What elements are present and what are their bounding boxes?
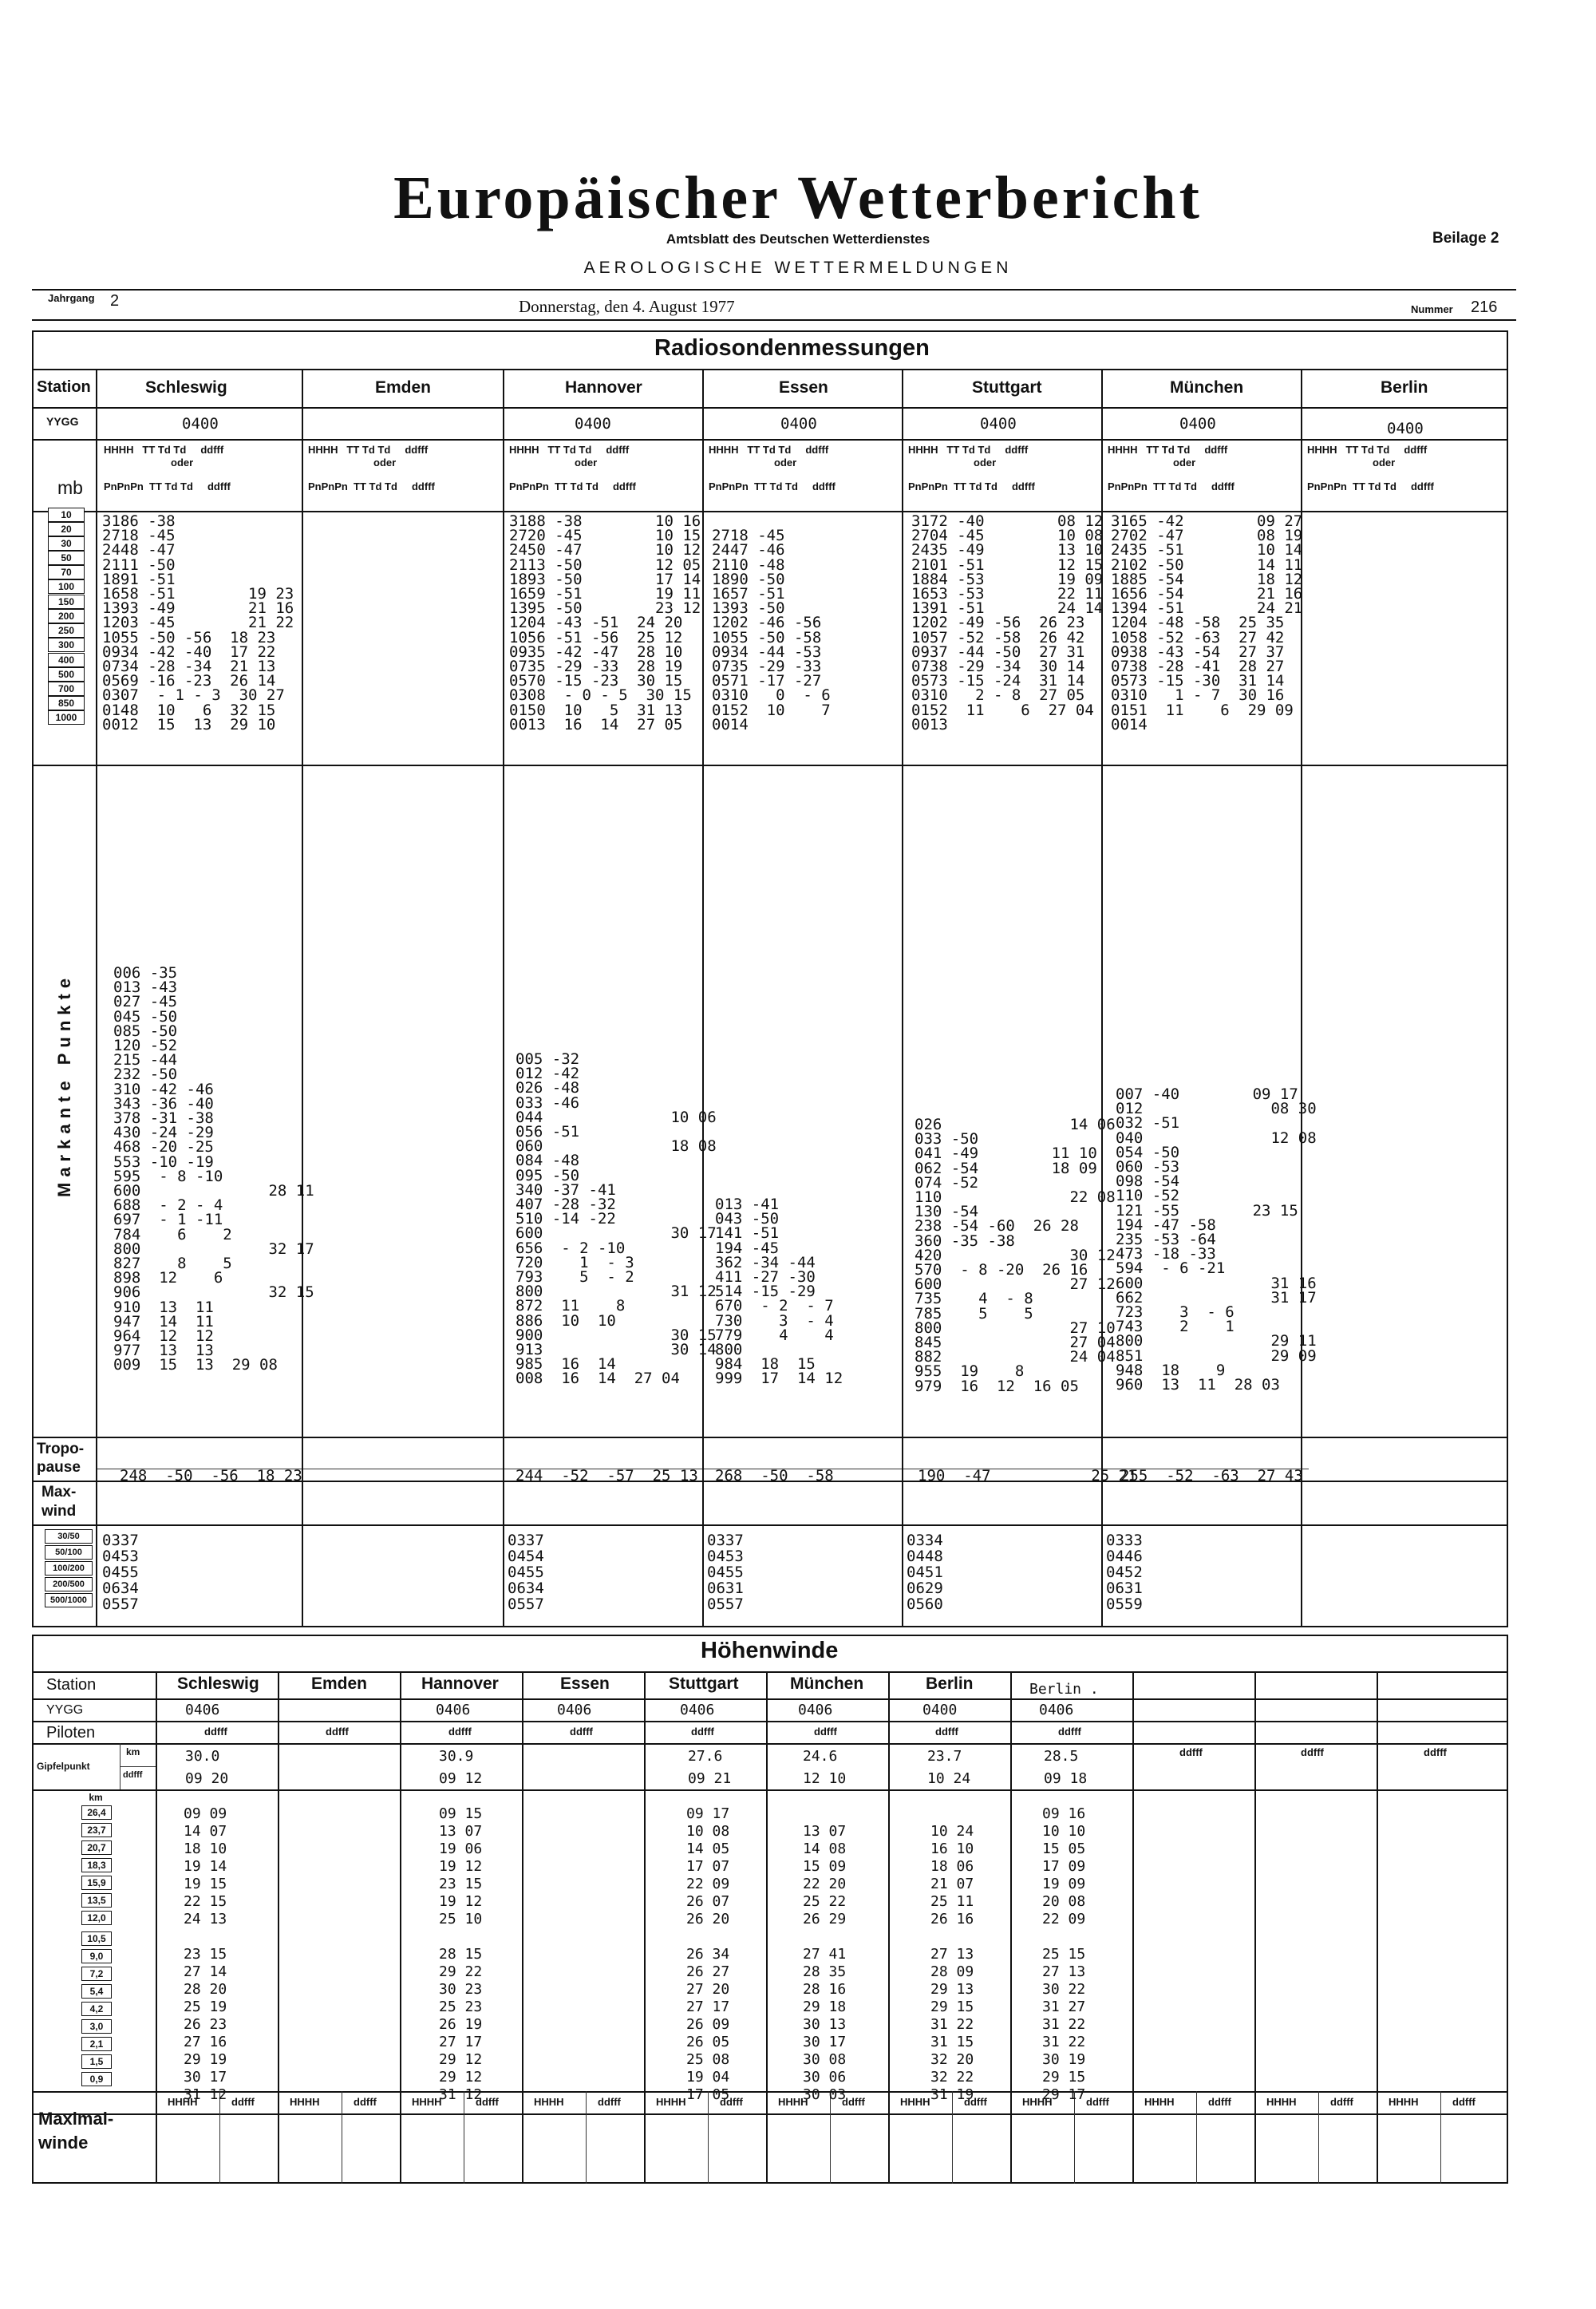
gipfel-km-hannover: 30.9 [439,1748,474,1765]
hw-station-schleswig: Schleswig [177,1674,259,1693]
mx-ddfff: ddfff [1330,2096,1353,2108]
hw-station-muenchen: München [790,1674,864,1693]
gipfel-dd-hannover: 09 12 [439,1770,483,1787]
mb-level: 500 [48,667,85,682]
mp-stuttgart: 026 14 06 033 -50 041 -49 11 10 062 -54 18 09 074 -52 110 22 08 130 -54 238 -54 -60 26 28 360 -35 -38 420 30 12 570 - 8 -20 26 16 600 27 12 735 4 - 8 785 5 5 800 27 10 845 27 04 882 24 04 955 19 8 979 16 12 16 05 [915,1116,1116,1395]
yygg-muenchen: 0400 [1179,415,1216,433]
hw-yygg-schleswig: 0406 [185,1702,220,1718]
hw-station-label: Station [46,1676,97,1694]
shear-essen: 0337 0453 0455 0631 0557 [707,1532,744,1613]
colhdr-5b: PnPnPn TT Td Td ddfff [908,480,1035,492]
mb-level: 200 [48,609,85,623]
hw-ddfff-hdr: ddfff [1424,1746,1447,1758]
hw-col-muenchen: 13 07 14 08 15 09 22 20 25 22 26 29 27 41 28 35 28 16 29 18 30 13 30 17 30 08 30 06 30 03 [803,1823,847,2103]
colhdr-2b: PnPnPn TT Td Td ddfff [308,480,435,492]
mx-hhhh: HHHH [1144,2096,1175,2108]
page-subtitle: Amtsblatt des Deutschen Wetterdienstes [666,231,930,247]
std-stuttgart: 3172 -40 08 12 2704 -45 10 08 2435 -49 13 10 2101 -51 12 15 1884 -53 19 09 1653 -53 22 11 1391 -51 24 14 1202 -49 -56 26 23 1057 -52 -58 26 42 0937 -44 -50 27 31 0738 -29 -34 30 14 0573 -15 -24 31 14 0310 2 - 8 27 05 0152 11 6 27 04 0013 [911,512,1104,733]
gipfel-dd-berlin-2: 09 18 [1044,1770,1088,1787]
beilage-label: Beilage 2 [1432,230,1499,247]
km-level: 5,4 [81,1984,112,1999]
shear-level: 100/200 [45,1561,93,1576]
colhdr-6b: PnPnPn TT Td Td ddfff [1108,480,1235,492]
hw-station-essen: Essen [560,1674,610,1693]
km-level: 15,9 [81,1876,112,1890]
colhdr-3-oder: oder [575,457,598,469]
colhdr-2: HHHH TT Td Td ddfff [308,444,429,456]
km-level: 3,0 [81,2019,112,2034]
station-stuttgart: Stuttgart [972,378,1042,397]
hw-col-berlin-2: 09 16 10 10 15 05 17 09 19 09 20 08 22 09 25 15 27 13 30 22 31 27 31 22 31 22 30 19 29 15 29 17 [1042,1805,1086,2103]
page-title: Europäischer Wetterbericht [393,164,1203,231]
colhdr-7b: PnPnPn TT Td Td ddfff [1307,480,1434,492]
hw-col-schleswig: 09 09 14 07 18 10 19 14 19 15 22 15 24 13 23 15 27 14 28 20 25 19 26 23 27 16 29 19 30 17 31 12 [184,1805,227,2103]
shear-hannover: 0337 0454 0455 0634 0557 [508,1532,544,1613]
km-level: 26,4 [81,1805,112,1820]
station-emden: Emden [375,378,432,397]
mx-ddfff: ddfff [1452,2096,1476,2108]
hw-yygg-stuttgart: 0406 [680,1702,715,1718]
hw-col-hannover: 09 15 13 07 19 06 19 12 23 15 19 12 25 10 28 15 29 22 30 23 25 23 26 19 27 17 29 12 29 12 31 12 [439,1805,483,2103]
std-essen: 2718 -45 2447 -46 2110 -48 1890 -50 1657 -51 1393 -50 1202 -46 -56 1055 -50 -58 0934 -44 -53 0735 -29 -33 0571 -17 -27 0310 0 - 6 0152 10 7 0014 [712,527,831,733]
hw-ddfff-hdr: ddfff [204,1726,227,1738]
std-schleswig: 3186 -38 2718 -45 2448 -47 2111 -50 1891 -51 1658 -51 19 23 1393 -49 21 16 1203 -45 21 22 1055 -50 -56 18 23 0934 -42 -40 17 22 0734 -28 -34 21 13 0569 -16 -23 26 14 0307 - 1 - 3 30 27 0148 10 6 32 15 0012 15 13 29 10 [102,512,294,733]
hw-gipfel-km-label: km [126,1746,140,1757]
mp-essen: 013 -41 043 -50 141 -51 194 -45 362 -34 -44 411 -27 -30 514 -15 -29 670 - 2 - 7 730 3 - 4 779 4 4 800 984 18 15 999 17 14 12 [715,1196,843,1388]
colhdr-4-oder: oder [774,457,797,469]
nummer-label: Nummer [1411,303,1453,315]
gipfel-dd-stuttgart: 09 21 [688,1770,732,1787]
markante-punkte-label: Markante Punkte [54,972,74,1197]
hw-yygg-essen: 0406 [557,1702,592,1718]
mx-hhhh: HHHH [778,2096,808,2108]
colhdr-1: HHHH TT Td Td ddfff [104,444,224,456]
mx-hhhh: HHHH [656,2096,686,2108]
hw-station-berlin-2: Berlin . [1029,1681,1099,1698]
km-unit: km [81,1791,110,1804]
hw-station-stuttgart: Stuttgart [669,1674,739,1693]
shear-level: 30/50 [45,1529,93,1544]
km-level: 18,3 [81,1858,112,1872]
hw-ddfff-hdr: ddfff [691,1726,714,1738]
hw-yygg-hannover: 0406 [436,1702,471,1718]
mb-level: 400 [48,653,85,667]
shear-level: 500/1000 [45,1593,93,1607]
gipfel-km-berlin-2: 28.5 [1044,1748,1079,1765]
km-level: 23,7 [81,1823,112,1837]
mb-level: 700 [48,682,85,696]
hw-station-emden: Emden [311,1674,368,1693]
mx-ddfff: ddfff [354,2096,377,2108]
hw-yygg-label: YYGG [46,1703,84,1717]
hw-ddfff-hdr: ddfff [1301,1746,1324,1758]
mx-hhhh: HHHH [290,2096,320,2108]
hw-ddfff-hdr: ddfff [814,1726,837,1738]
station-hannover: Hannover [565,378,642,397]
mx-hhhh: HHHH [1389,2096,1419,2108]
gipfel-km-berlin: 23.7 [927,1748,962,1765]
hw-ddfff-hdr: ddfff [1179,1746,1203,1758]
hw-yygg-muenchen: 0406 [798,1702,833,1718]
mb-level: 50 [48,551,85,565]
shear-level: 50/100 [45,1545,93,1560]
colhdr-1-oder: oder [171,457,194,469]
gipfel-dd-schleswig: 09 20 [185,1770,229,1787]
station-muenchen: München [1170,378,1244,397]
hw-ddfff-hdr: ddfff [570,1726,593,1738]
mx-ddfff: ddfff [842,2096,865,2108]
std-hannover: 3188 -38 10 16 2720 -45 10 15 2450 -47 10 12 2113 -50 12 05 1893 -50 17 14 1659 -51 19 11 1395 -50 23 12 1204 -43 -51 24 20 1056 -51 -56 25 12 0935 -42 -47 28 10 0735 -29 -33 28 19 0570 -15 -23 30 15 0308 - 0 - 5 30 15 0150 10 5 31 13 0013 16 14 27 05 [509,512,701,733]
yygg-berlin: 0400 [1387,420,1424,437]
mx-hhhh: HHHH [168,2096,198,2108]
colhdr-5: HHHH TT Td Td ddfff [908,444,1029,456]
maxwind-label: Max-wind [41,1484,77,1520]
km-level: 2,1 [81,2037,112,2051]
mb-level: 850 [48,696,85,710]
colhdr-3: HHHH TT Td Td ddfff [509,444,630,456]
gipfel-dd-berlin: 10 24 [927,1770,971,1787]
section-title: AEROLOGISCHE WETTERMELDUNGEN [583,259,1013,277]
colhdr-4b: PnPnPn TT Td Td ddfff [709,480,836,492]
shear-level: 200/500 [45,1577,93,1591]
mb-level: 150 [48,595,85,609]
km-level: 13,5 [81,1893,112,1908]
hw-gipfel-label: Gipfelpunkt [37,1761,90,1772]
km-level: 10,5 [81,1931,112,1946]
colhdr-5-oder: oder [974,457,997,469]
mb-level: 70 [48,565,85,579]
mx-ddfff: ddfff [231,2096,255,2108]
km-level: 1,5 [81,2054,112,2069]
hw-ddfff-hdr: ddfff [448,1726,472,1738]
colhdr-3b: PnPnPn TT Td Td ddfff [509,480,636,492]
mx-ddfff: ddfff [720,2096,743,2108]
std-muenchen: 3165 -42 09 27 2702 -47 08 19 2435 -51 10 14 2102 -50 14 11 1885 -54 18 12 1656 -54 21 16 1394 -51 24 21 1204 -48 -58 25 35 1058 -52 -63 27 42 0938 -43 -54 27 37 0738 -28 -41 28 27 0573 -15 -30 31 14 0310 1 - 7 30 16 0151 11 6 29 09 0014 [1111,512,1303,733]
yygg-essen: 0400 [780,415,817,433]
mb-level: 10 [48,508,85,522]
mb-level: 250 [48,623,85,638]
hw-yygg-berlin: 0400 [922,1702,958,1718]
mp-muenchen: 007 -40 09 17 012 08 30 032 -51 040 12 08 054 -50 060 -53 098 -54 110 -52 121 -55 23 15 194 -47 -58 235 -53 -64 473 -18 -33 594 - 6 -21 600 31 16 662 31 17 723 3 - 6 743 2 1 800 29 11 851 29 09 948 18 9 960 13 11 28 03 [1116,1085,1317,1394]
jahrgang-label: Jahrgang [48,292,95,304]
hoehenwinde-title: Höhenwinde [701,1638,839,1663]
colhdr-7: HHHH TT Td Td ddfff [1307,444,1428,456]
yygg-schleswig: 0400 [182,415,219,433]
mx-hhhh: HHHH [1022,2096,1053,2108]
tropo-stuttgart: 190 -47 25 21 [918,1467,1137,1485]
hw-station-berlin: Berlin [926,1674,974,1693]
hw-piloten-label: Piloten [46,1724,96,1742]
mb-level: 300 [48,638,85,652]
mp-hannover: 005 -32 012 -42 026 -48 033 -46 044 10 06 056 -51 060 18 08 084 -48 095 -50 340 -37 -41 407 -28 -32 510 -14 -22 600 30 17 656 - 2 -10 720 1 - 3 793 5 - 2 800 31 12 872 11 8 886 10 10 900 30 15 913 30 14 985 16 14 008 16 14 27 04 [516,1050,717,1388]
station-berlin: Berlin [1381,378,1428,397]
mb-level: 100 [48,579,85,594]
km-level: 20,7 [81,1840,112,1855]
hw-ddfff-hdr: ddfff [935,1726,958,1738]
km-level: 12,0 [81,1911,112,1925]
yygg-label: YYGG [46,415,79,428]
km-level: 0,9 [81,2072,112,2086]
km-level: 7,2 [81,1967,112,1981]
colhdr-4: HHHH TT Td Td ddfff [709,444,829,456]
station-essen: Essen [779,378,828,397]
km-level: 9,0 [81,1949,112,1963]
mb-level: 30 [48,536,85,551]
colhdr-6-oder: oder [1173,457,1196,469]
tropo-essen: 268 -50 -58 [715,1467,834,1485]
hw-station-hannover: Hannover [421,1674,499,1693]
mx-ddfff: ddfff [964,2096,987,2108]
jahrgang-value: 2 [110,292,120,310]
colhdr-1b: PnPnPn TT Td Td ddfff [104,480,231,492]
shear-muenchen: 0333 0446 0452 0631 0559 [1106,1532,1143,1613]
hw-yygg-berlin-2: 0406 [1039,1702,1074,1718]
station-label: Station [37,378,91,396]
radiosonden-title: Radiosondenmessungen [654,335,930,361]
hw-col-stuttgart: 09 17 10 08 14 05 17 07 22 09 26 07 26 20 26 34 26 27 27 20 27 17 26 09 26 05 25 08 19 04 17 05 [686,1805,730,2103]
km-level: 4,2 [81,2002,112,2016]
hw-ddfff-hdr: ddfff [326,1726,349,1738]
nummer-value: 216 [1471,299,1498,316]
yygg-stuttgart: 0400 [980,415,1017,433]
colhdr-7-oder: oder [1373,457,1396,469]
mx-hhhh: HHHH [412,2096,442,2108]
mx-hhhh: HHHH [900,2096,930,2108]
mx-hhhh: HHHH [534,2096,564,2108]
issue-date: Donnerstag, den 4. August 1977 [519,297,735,316]
shear-stuttgart: 0334 0448 0451 0629 0560 [907,1532,943,1613]
tropopause-label: Tropo-pause [37,1441,85,1476]
mb-label: mb [57,477,83,498]
mx-ddfff: ddfff [476,2096,499,2108]
mp-schleswig: 006 -35 013 -43 027 -45 045 -50 085 -50 120 -52 215 -44 232 -50 310 -42 -46 343 -36 -40 378 -31 -38 430 -24 -29 468 -20 -25 553 -10 -19 595 - 8 -10 600 28 11 688 - 2 - 4 697 - 1 -11 784 6 2 800 32 17 827 8 5 898 12 6 906 32 15 910 13 11 947 14 11 964 12 12 977 13 13 009 15 13 29 08 [113,964,314,1374]
tropo-muenchen: 255 -52 -63 27 43 [1120,1467,1303,1485]
gipfel-dd-muenchen: 12 10 [803,1770,847,1787]
hw-ddfff-hdr: ddfff [1058,1726,1081,1738]
mb-level: 1000 [48,710,85,725]
gipfel-km-schleswig: 30.0 [185,1748,220,1765]
hw-gipfel-dd-label: ddfff [123,1770,143,1780]
mx-ddfff: ddfff [598,2096,621,2108]
hw-col-berlin: 10 24 16 10 18 06 21 07 25 11 26 16 27 13 28 09 29 13 29 15 31 22 31 15 32 20 32 22 31 19 [930,1823,974,2103]
mx-ddfff: ddfff [1086,2096,1109,2108]
tropo-hannover: 244 -52 -57 25 13 [516,1467,698,1485]
shear-schleswig: 0337 0453 0455 0634 0557 [102,1532,139,1613]
gipfel-km-stuttgart: 27.6 [688,1748,723,1765]
mx-ddfff: ddfff [1208,2096,1231,2108]
station-schleswig: Schleswig [145,378,227,397]
hw-maximal-label: Maximal-winde [38,2109,114,2153]
mb-level: 20 [48,522,85,536]
colhdr-2-oder: oder [373,457,397,469]
mx-hhhh: HHHH [1266,2096,1297,2108]
tropo-schleswig: 248 -50 -56 18 23 [120,1467,302,1485]
gipfel-km-muenchen: 24.6 [803,1748,838,1765]
yygg-hannover: 0400 [575,415,611,433]
colhdr-6: HHHH TT Td Td ddfff [1108,444,1228,456]
